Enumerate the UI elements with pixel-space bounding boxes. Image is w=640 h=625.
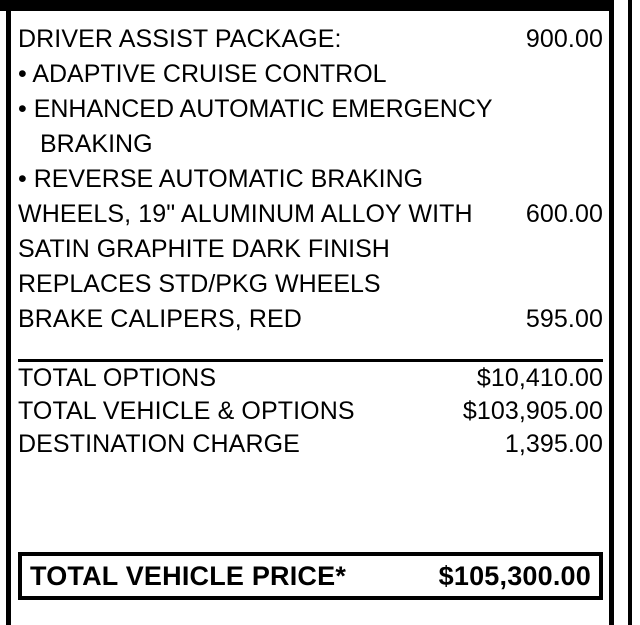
total-vehicle-options-label: TOTAL VEHICLE & OPTIONS: [18, 397, 355, 425]
top-border-bar: [0, 0, 614, 11]
option-label: DRIVER ASSIST PACKAGE:: [18, 25, 342, 53]
option-bullet-adaptive-cruise-control: • ADAPTIVE CRUISE CONTROL: [18, 60, 387, 88]
option-row-driver-assist-package: [18, 22, 603, 57]
outer-right-border-rule: [628, 0, 632, 625]
wheels-amount: 600.00: [525, 200, 603, 228]
total-options-amount: $10,410.00: [476, 364, 603, 392]
calipers-amount: 595.00: [525, 305, 603, 333]
bottom-whitespace: [11, 610, 609, 625]
total-row-destination-charge: [18, 428, 603, 461]
wheels-detail-replaces: REPLACES STD/PKG WHEELS: [18, 270, 381, 298]
section-spacer: [18, 337, 603, 359]
total-vehicle-price-box: [18, 552, 603, 600]
total-row-options: [18, 362, 603, 395]
left-border-rule: [6, 11, 11, 625]
total-options-label: TOTAL OPTIONS: [18, 364, 217, 392]
right-border-rule: [609, 11, 614, 625]
option-row-wheels: [18, 197, 603, 232]
option-bullet-reverse-automatic-braking: • REVERSE AUTOMATIC BRAKING: [18, 165, 424, 193]
option-amount: 900.00: [525, 25, 603, 53]
option-bullet-braking-continuation: BRAKING: [40, 130, 153, 158]
calipers-label: BRAKE CALIPERS, RED: [18, 305, 302, 333]
total-vehicle-price-amount: $105,300.00: [438, 560, 591, 591]
total-row-vehicle-and-options: [18, 395, 603, 428]
sticker-content: [18, 22, 603, 461]
option-bullet-enhanced-automatic-emergency: • ENHANCED AUTOMATIC EMERGENCY: [18, 95, 493, 123]
wheels-label: WHEELS, 19" ALUMINUM ALLOY WITH: [18, 200, 473, 228]
wheels-detail-finish: SATIN GRAPHITE DARK FINISH: [18, 235, 390, 263]
total-vehicle-options-amount: $103,905.00: [462, 397, 603, 425]
option-row-brake-calipers: [18, 302, 603, 337]
total-vehicle-price-label: TOTAL VEHICLE PRICE*: [30, 560, 347, 591]
destination-charge-label: DESTINATION CHARGE: [18, 430, 300, 458]
destination-charge-amount: 1,395.00: [504, 430, 603, 458]
totals-section: [18, 362, 603, 461]
